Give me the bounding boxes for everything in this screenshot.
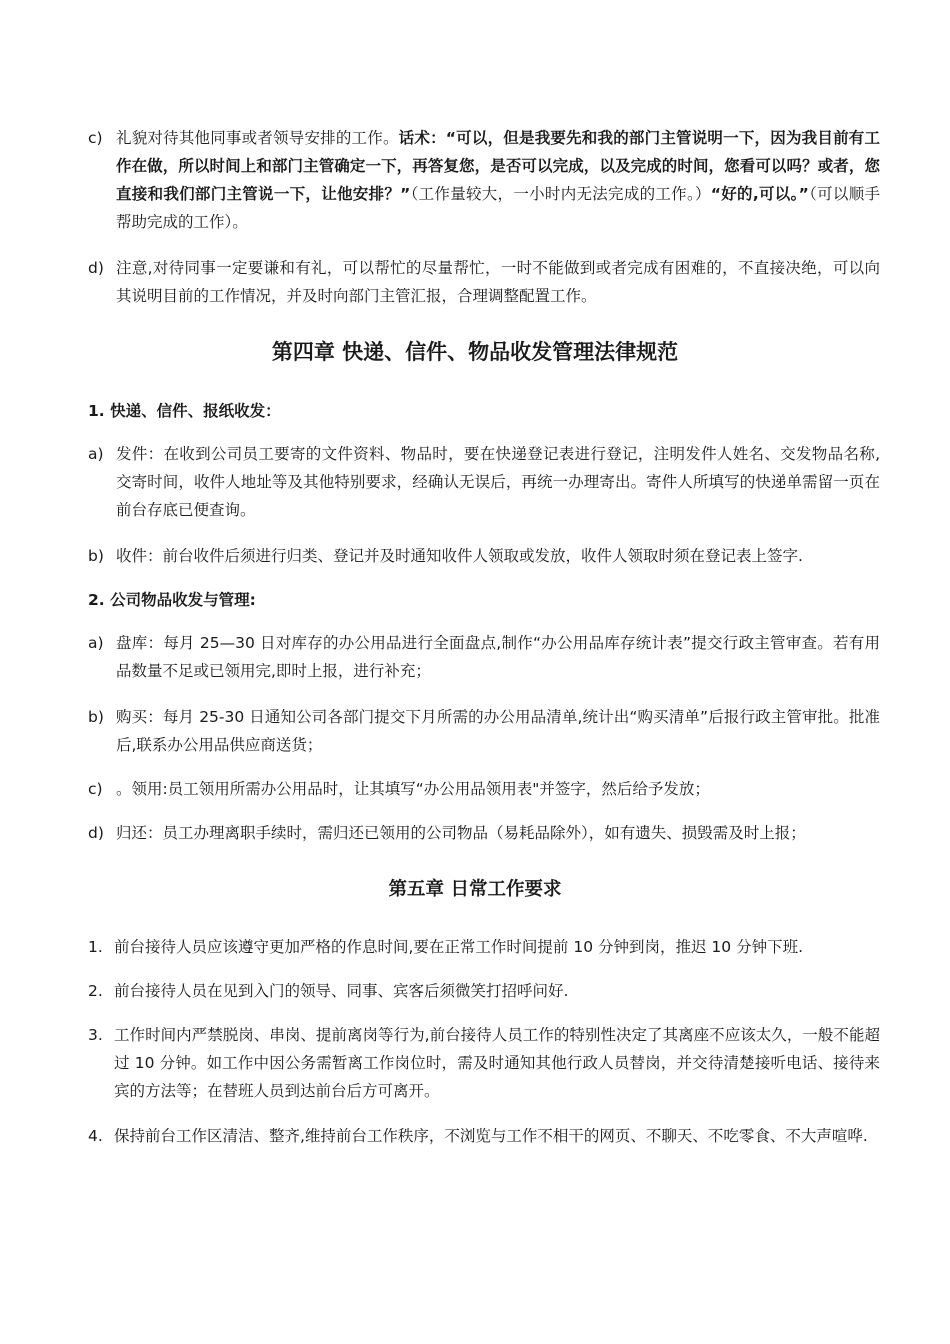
list-marker: a)	[88, 634, 104, 652]
list-item-text: 盘库：每月 25—30 日对库存的办公用品进行全面盘点,制作“办公用品库存统计表”提交行政主管审查。若有用品数量不足或已领用完,即时上报，进行补充；	[116, 634, 880, 680]
list-marker: d)	[88, 824, 104, 842]
list-item-text: 收件：前台收件后须进行归类、登记并及时通知收件人领取或发放，收件人领取时须在登记表上签字.	[116, 547, 803, 565]
text-run: 礼貌对待其他同事或者领导安排的工作。	[116, 129, 399, 147]
list-item-d	[88, 254, 880, 310]
list-marker: c)	[88, 780, 103, 798]
list-marker: 2.	[88, 982, 103, 1000]
list-item-text	[116, 124, 880, 236]
chapter-5-title: 第五章 日常工作要求	[388, 879, 562, 900]
list-item	[88, 542, 880, 570]
list-item	[88, 977, 880, 1005]
list-marker: 1.	[88, 938, 103, 956]
list-item	[88, 703, 880, 759]
list-item-c	[88, 124, 880, 236]
list-marker: a)	[88, 445, 104, 463]
list-item-text: 发件：在收到公司员工要寄的文件资料、物品时，要在快递登记表进行登记，注明发件人姓名、交发物品名称,交寄时间，收件人地址等及其他特别要求，经确认无误后，再统一办理寄出。寄件人所填写的快递单需留一页在前台存底已便查询。	[116, 445, 880, 519]
list-item-text: 保持前台工作区清洁、整齐,维持前台工作秩序，不浏览与工作不相干的网页、不聊天、不吃零食、不大声喧哗.	[114, 1127, 868, 1145]
list-item	[88, 819, 880, 847]
list-item-text: 归还：员工办理离职手续时，需归还已领用的公司物品（易耗品除外），如有遗失、损毁需及时上报；	[116, 824, 806, 842]
list-item-text: 工作时间内严禁脱岗、串岗、提前离岗等行为,前台接待人员工作的特别性决定了其离座不应该太久，一般不能超过 10 分钟。如工作中因公务需暂离工作岗位时，需及时通知其他行政人员替岗，并交待清楚接听电话、接待来宾的方法等；在替班人员到达前台后方可离开。	[114, 1026, 880, 1100]
list-item-text: 购买：每月 25-30 日通知公司各部门提交下月所需的办公用品清单,统计出“购买清单”后报行政主管审批。批准后,联系办公用品供应商送货；	[116, 708, 880, 754]
reply-bold: “好的,可以。”	[710, 185, 809, 203]
list-marker: 3.	[88, 1026, 103, 1044]
speech-script-bold: 话术：“可以，但是我要先和我的部门主管说明一下，因为我目前有工作在做，所以时间上和部门主管确定一下，再答复您，是否可以完成，以及完成的时间，您看可以吗？或者，您直接和我们部门主管说一下，让他安排？”	[116, 129, 880, 203]
list-marker: c)	[88, 129, 103, 147]
list-item	[88, 1021, 880, 1105]
list-item	[88, 933, 880, 961]
list-marker: 4.	[88, 1127, 103, 1145]
list-marker: b)	[88, 708, 104, 726]
list-item	[88, 629, 880, 685]
list-item-text: 前台接待人员应该遵守更加严格的作息时间,要在正常工作时间提前 10 分钟到岗，推迟 10 分钟下班.	[114, 938, 804, 956]
section-2-heading: 2. 公司物品收发与管理:	[88, 591, 256, 609]
list-item-text: 。领用:员工领用所需办公用品时，让其填写“办公用品领用表"并签字，然后给予发放；	[116, 780, 710, 798]
list-item-text: 前台接待人员在见到入门的领导、同事、宾客后须微笑打招呼问好.	[114, 982, 569, 1000]
text-run: （可以顺手帮助完成的工作）。	[116, 185, 880, 231]
text-run: （工作量较大，一小时内无法完成的工作。）	[410, 185, 711, 203]
list-item	[88, 775, 880, 803]
list-item	[88, 440, 880, 524]
list-marker: b)	[88, 547, 104, 565]
section-1-heading: 1. 快递、信件、报纸收发：	[88, 402, 281, 420]
list-item-text: 注意,对待同事一定要谦和有礼，可以帮忙的尽量帮忙，一时不能做到或者完成有困难的，不直接决绝，可以向其说明目前的工作情况，并及时向部门主管汇报，合理调整配置工作。	[116, 259, 880, 305]
list-marker: d)	[88, 259, 104, 277]
list-item	[88, 1122, 880, 1150]
chapter-4-title: 第四章 快递、信件、物品收发管理法律规范	[271, 340, 679, 364]
